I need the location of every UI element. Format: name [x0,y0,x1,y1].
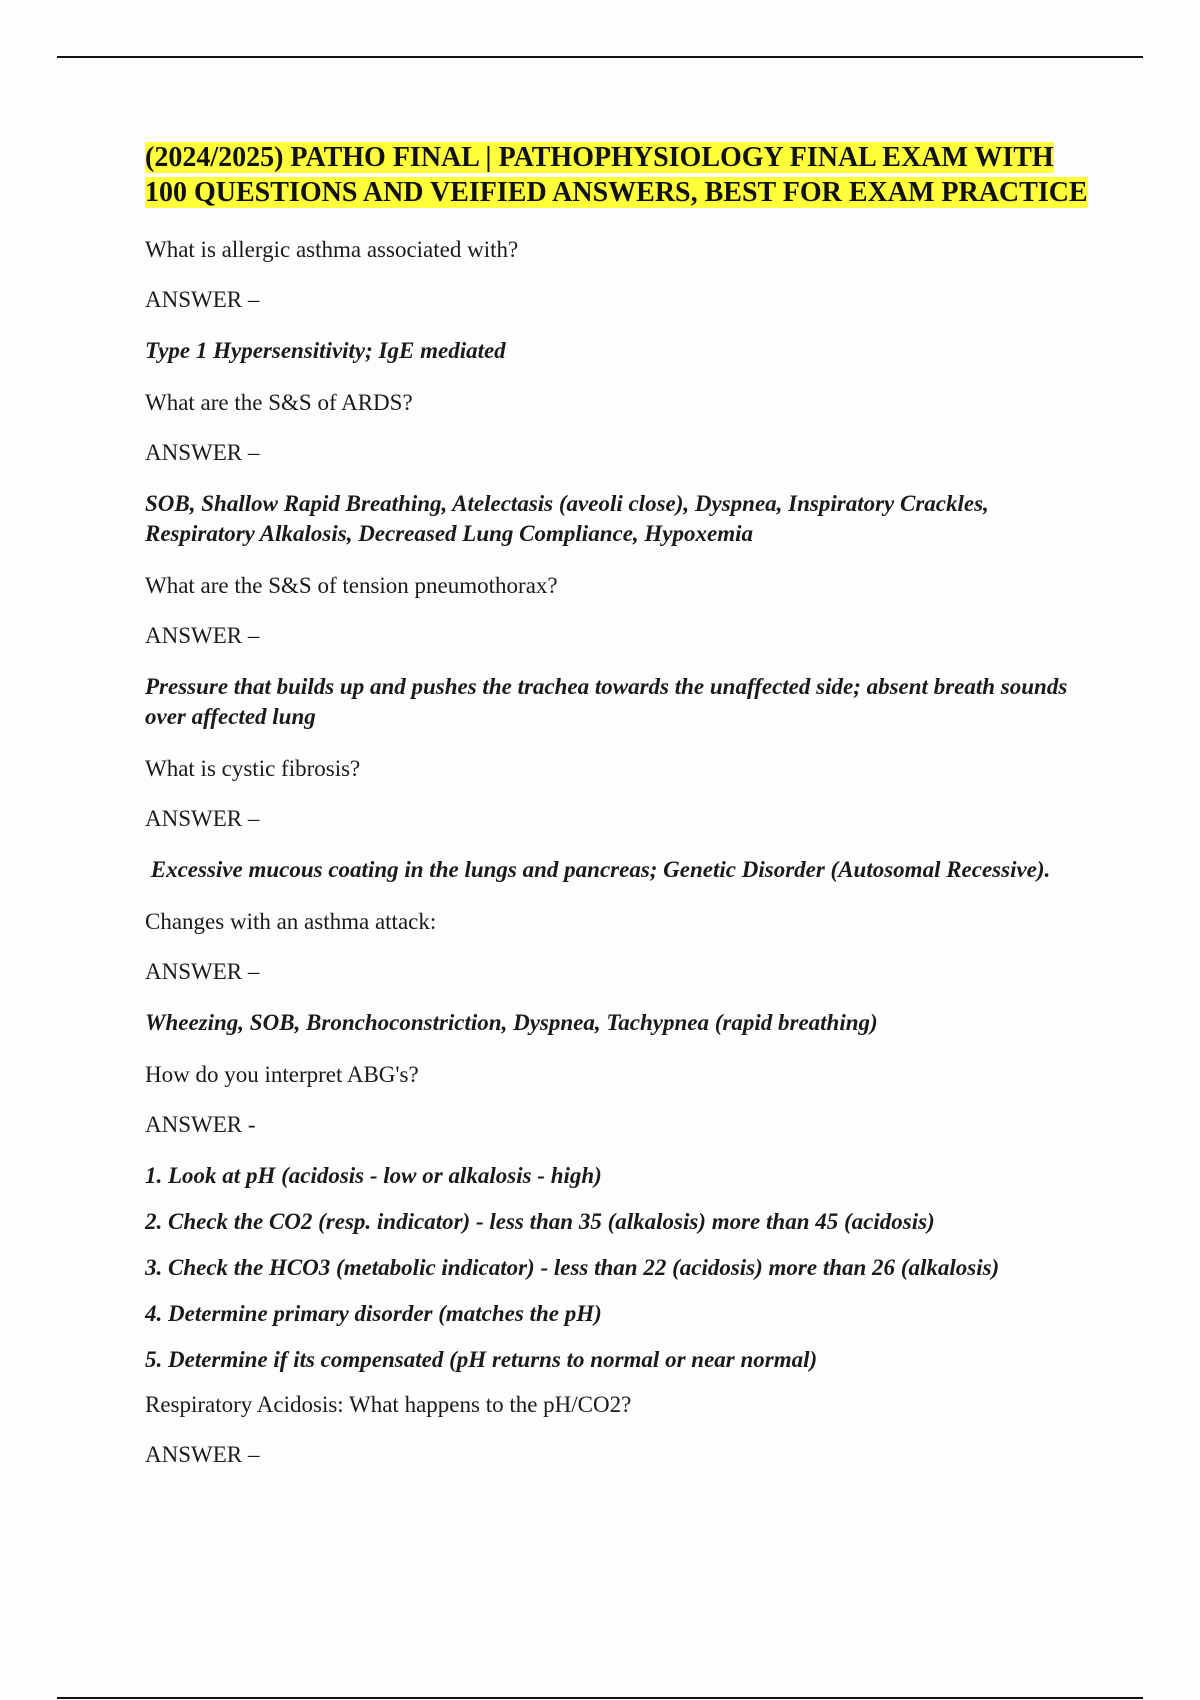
page-title [145,140,1095,210]
answer-step-4: 4. Determine primary disorder (matches the pH) [145,1301,602,1326]
question-text: What is allergic asthma associated with? [145,237,519,262]
answer-label: ANSWER – [145,287,260,312]
answer-text: Type 1 Hypersensitivity; IgE mediated [145,338,506,363]
answer-text: Pressure that builds up and pushes the trachea towards the unaffected side; absent breath sounds over affected lung [145,674,1068,729]
answer-label: ANSWER – [145,1442,260,1467]
question-text: Changes with an asthma attack: [145,909,437,934]
answer-label: ANSWER – [145,623,260,648]
footer-rule [57,1697,1143,1699]
answer-label: ANSWER - [145,1112,256,1137]
answer-step-5: 5. Determine if its compensated (pH returns to normal or near normal) [145,1347,818,1372]
qa-item-1 [145,236,1095,366]
answer-step-3: 3. Check the HCO3 (metabolic indicator) - less than 22 (acidosis) more than 26 (alkalosis) [145,1255,1000,1280]
answer-label: ANSWER – [145,440,260,465]
document-body [145,140,1095,1491]
title-highlight: (2024/2025) PATHO FINAL | PATHOPHYSIOLOGY FINAL EXAM WITH 100 QUESTIONS AND VEIFIED ANSWERS, BEST FOR EXAM PRACTICE [145,142,1088,208]
answer-text: Excessive mucous coating in the lungs and pancreas; Genetic Disorder (Autosomal Recessive). [150,857,1051,882]
qa-item-4 [145,755,1095,885]
question-text: What are the S&S of tension pneumothorax? [145,573,558,598]
question-text: How do you interpret ABG's? [145,1062,419,1087]
question-text: What are the S&S of ARDS? [145,390,413,415]
qa-item-5 [145,908,1095,1038]
answer-step-1: 1. Look at pH (acidosis - low or alkalosis - high) [145,1163,602,1188]
question-text: What is cystic fibrosis? [145,756,361,781]
answer-text: Wheezing, SOB, Bronchoconstriction, Dyspnea, Tachypnea (rapid breathing) [145,1010,878,1035]
qa-item-2 [145,389,1095,549]
answer-text: SOB, Shallow Rapid Breathing, Atelectasis (aveoli close), Dyspnea, Inspiratory Crackles, Respiratory Alkalosis, Decreased Lung Compliance, Hypoxemia [145,491,989,546]
qa-item-3 [145,572,1095,732]
qa-item-7 [145,1391,1095,1469]
qa-item-6 [145,1061,1095,1375]
answer-label: ANSWER – [145,959,260,984]
answer-label: ANSWER – [145,806,260,831]
header-rule [57,56,1143,58]
answer-step-2: 2. Check the CO2 (resp. indicator) - less than 35 (alkalosis) more than 45 (acidosis) [145,1209,935,1234]
question-text: Respiratory Acidosis: What happens to the pH/CO2? [145,1392,632,1417]
